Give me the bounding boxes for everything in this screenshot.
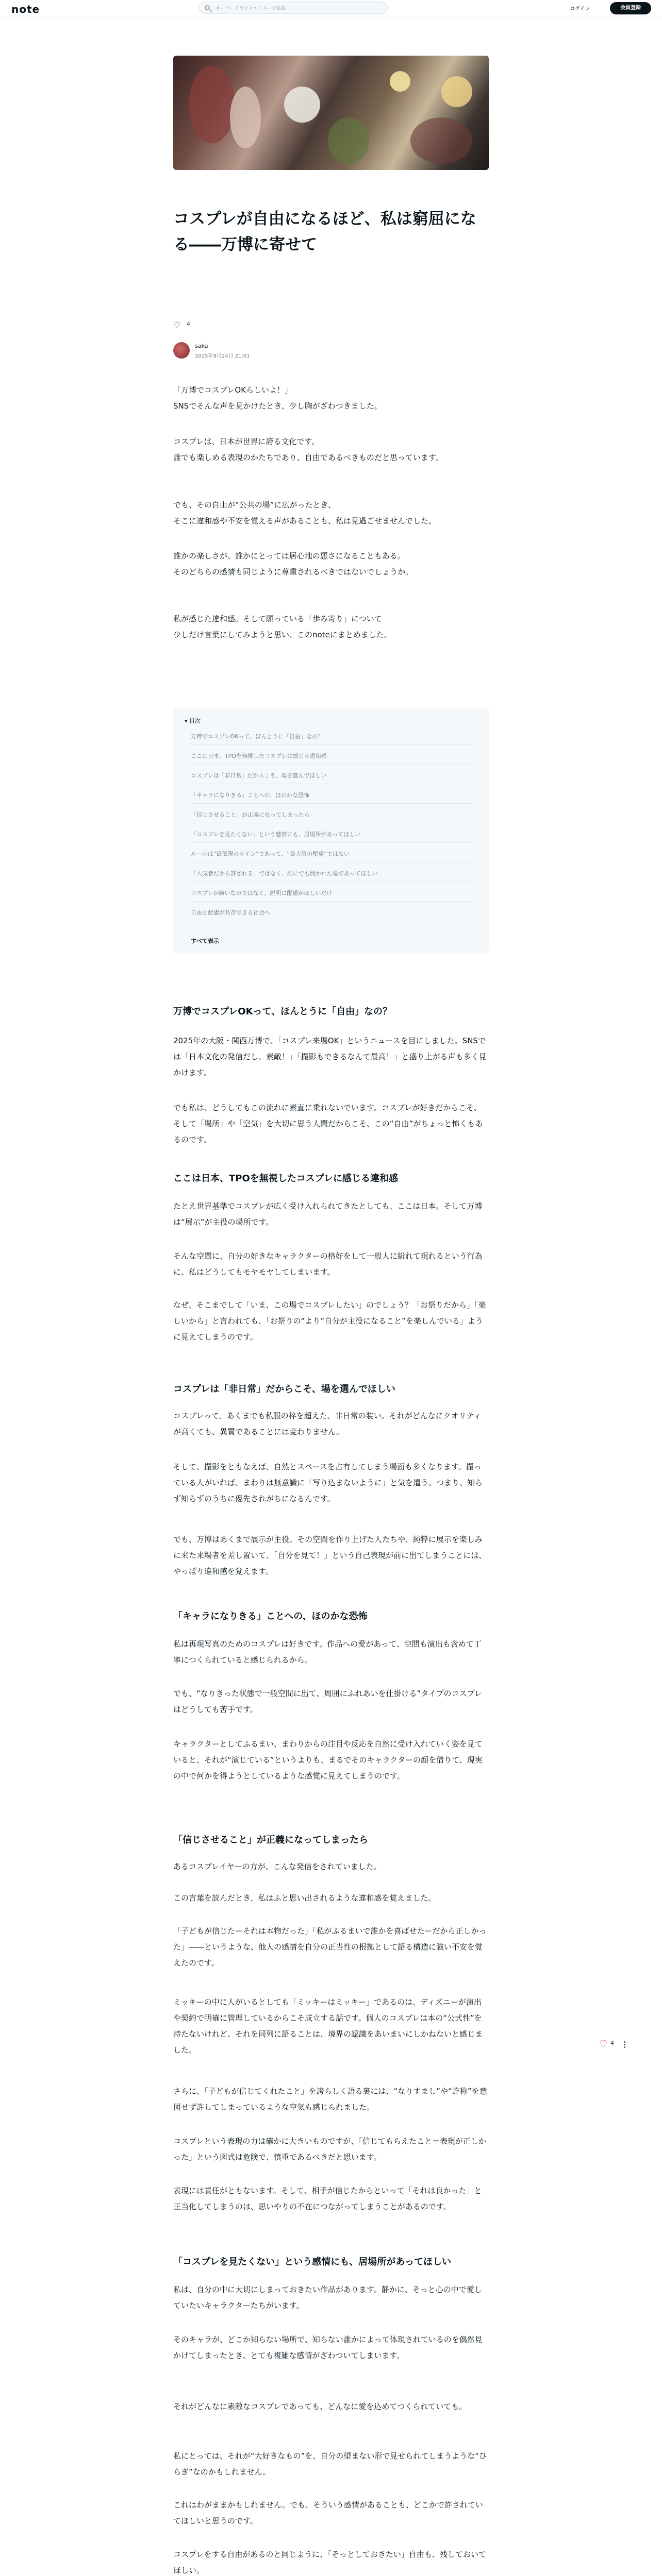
paragraph: そして、撮影をともなえば、自然とスペースを占有してしまう場面も多くなります。撮っている人がいれば、まわりは無意識に「写り込まないように」と気を遣う。つまり、知らず知らずのうちに優先されがちになるんです。 — [173, 1462, 483, 1503]
paragraph: あるコスプレイヤーの方が、こんな発信をされていました。 — [173, 1862, 382, 1871]
toc-item[interactable]: ルールは“最低限のライン”であって、“最大限の配慮”ではない — [191, 850, 474, 862]
publish-date: 2025年9月24日 21:01 — [195, 353, 250, 359]
paragraph: 2025年の大阪・関西万博で、「コスプレ来場OK」というニュースを目にしました。SNSでは「日本文化の発信だし、素敵！」「撮影もできるなんて最高！」と盛り上がる声も多く見かけます。 — [173, 1036, 487, 1077]
paragraph: 私は、自分の中に大切にしまっておきたい作品があります。静かに、そっと心の中で愛していたいキャラクターたちがいます。 — [173, 2285, 482, 2310]
paragraph: この言葉を読んだとき、私はふと思い出されるような違和感を覚えました。 — [173, 1893, 436, 1903]
paragraph: キャラクターとしてふるまい、まわりからの注目や反応を自然に受け入れていく姿を見ていると、それが“演じている”というよりも、まるでそのキャラクターの顔を借りて、現実の中で何かを得ようとしているような感覚に見えてしまうのです。 — [173, 1739, 483, 1781]
paragraph: でも私は、どうしてもこの流れに素直に乗れないでいます。コスプレが好きだからこそ、そして「場所」や「空気」を大切に思う人間だからこそ、この“自由”がちょっと怖くもあるのです。 — [173, 1103, 483, 1144]
intro-line: 誰でも楽しめる表現のかたちであり、自由であるべきものだと思っています。 — [173, 453, 443, 462]
section-heading: 「キャラになりきる」ことへの、ほのかな恐怖 — [173, 1611, 368, 1622]
paragraph: コスプレって、あくまでも私服の枠を超えた、非日常の装い。それがどんなにクオリティが高くても、異質であることには変わりません。 — [173, 1411, 482, 1436]
intro-line: 私が感じた違和感。そして願っている「歩み寄り」について — [173, 614, 382, 623]
article-title: コスプレが自由になるほど、私は窮屈になる――万博に寄せて — [173, 210, 476, 254]
search-input[interactable] — [199, 2, 388, 14]
paragraph: ミッキーの中に人がいるとしても「ミッキーはミッキー」であるのは、ディズニーが演出や契約で明確に管理しているからこそ成立する話です。個人のコスプレは本の“公式性”を持たないけれど、それを同列に語ることは、境界の認識をあいまいにしかねないと感じました。 — [173, 1997, 483, 2055]
author-avatar[interactable] — [173, 342, 190, 359]
section-heading: 「信じさせること」が正義になってしまったら — [173, 1835, 368, 1845]
intro-line: 少しだけ言葉にしてみようと思い、このnoteにまとめました。 — [173, 630, 392, 639]
signup-button[interactable]: 会員登録 — [610, 2, 651, 14]
site-header — [0, 0, 662, 18]
intro-line: そのどちらの感情も同じように尊重されるべきではないでしょうか。 — [173, 567, 413, 577]
toc-item[interactable]: コスプレが嫌いなのではなく、説明に配慮がほしいだけ — [191, 889, 474, 902]
intro-line: コスプレは、日本が世界に誇る文化です。 — [173, 437, 320, 446]
toc-item[interactable]: 「人気者だから許される」ではなく、誰にでも開かれた場であってほしい — [191, 869, 474, 882]
toc-item[interactable]: コスプレは「非日常」だからこそ、場を選んでほしい — [191, 771, 474, 784]
paragraph: コスプレをする自由があるのと同じように、「そっとしておきたい」自由も、残しておいてほしい。 — [173, 2550, 486, 2575]
toc-item[interactable]: 「コスプレを見たくない」という感情にも、居場所があってほしい — [191, 830, 474, 843]
paragraph: 「子どもが信じたーそれは本物だった」「私がふるまいで誰かを喜ばせたーだから正しかった」――というような、他人の感情を自分の正当性の根拠として語る構造に強い不安を覚えたのです。 — [173, 1926, 487, 1968]
paragraph: コスプレという表現の力は確かに大きいものですが、「信じてもらえたこと＝表現が正しかった」という図式は危険で、慎重であるべきだと思います。 — [173, 2137, 486, 2162]
hero-image — [173, 56, 489, 170]
paragraph: でも、万博はあくまで展示が主役。その空間を作り上げた人たちや、純粋に展示を楽しみに来た来場者を差し置いて、「自分を見て！」という自己表現が前に出てしまうことには、やっぱり違和感を覚えます。 — [173, 1535, 487, 1576]
paragraph: そのキャラが、どこか知らない場所で、知らない誰かによって体現されているのを偶然見かけてしまったとき、とても複雑な感情がざわついてしまいます。 — [173, 2335, 483, 2360]
intro-line: でも、その自由が“公共の場”に広がったとき、 — [173, 500, 336, 510]
intro-line: SNSでそんな声を見かけたとき、少し胸がざわつきました。 — [173, 401, 382, 411]
paragraph: これはわがままかもしれません。でも、そういう感情があることも、どこかで許されていてほしいと思うのです。 — [173, 2500, 483, 2526]
paragraph: でも、“なりきった状態で一般空間に出て、周囲にふれあいを仕掛ける”タイプのコスプレはどうしても苦手です。 — [173, 1689, 482, 1714]
paragraph: 私は再現写真のためのコスプレは好きです。作品への愛があって、空間も演出も含めて丁寧につくられていると感じられるから。 — [173, 1639, 482, 1665]
toc-item[interactable]: 「信じさせること」が正義になってしまったら — [191, 810, 474, 823]
like-button-top[interactable] — [173, 320, 204, 329]
toc-item[interactable]: 「キャラになりきる」ことへの、ほのかな恐怖 — [191, 791, 474, 804]
paragraph: たとえ世界基準でコスプレが広く受け入れられてきたとしても、ここは日本。そして万博は“展示”が主役の場所です。 — [173, 1201, 483, 1227]
author-name[interactable]: saku — [195, 343, 208, 349]
toc-show-all-button[interactable]: すべて表示 — [191, 938, 219, 944]
paragraph: それがどんなに素敵なコスプレであっても、どんなに愛を込めてつくられていても。 — [173, 2402, 467, 2411]
intro-line: そこに違和感や不安を覚える声があることも、私は見過ごせませんでした。 — [173, 516, 437, 526]
search-icon — [205, 5, 210, 10]
section-heading: コスプレは「非日常」だからこそ、場を選んでほしい — [173, 1384, 395, 1395]
section-heading: 「コスプレを見たくない」という感情にも、居場所があってほしい — [173, 2257, 452, 2267]
floating-like-count: 4 — [610, 2040, 614, 2046]
toc-item[interactable]: ここは日本、TPOを無視したコスプレに感じる違和感 — [191, 752, 474, 765]
heart-icon — [173, 322, 180, 329]
login-link[interactable]: ログイン — [570, 6, 590, 12]
section-heading: 万博でコスプレOKって、ほんとうに「自由」なの？ — [173, 1006, 392, 1017]
heart-icon — [599, 2041, 606, 2048]
paragraph: 表現には責任がともないます。そして、相手が信じたからといって「それは良かった」と正当化してしまうのは、思いやりの不在につながってしまうことがあるのです。 — [173, 2186, 482, 2211]
like-count: 4 — [187, 320, 190, 327]
toc-item[interactable]: 万博でコスプレOKって、ほんとうに「自由」なの？ — [191, 732, 474, 745]
paragraph: なぜ、そこまでして「いま、この場でコスプレしたい」のでしょう？「お祭りだから」「楽しいから」と言われても、「お祭りの“より”自分が主役になること”を楽しんでいる」ように見えてしまうのです。 — [173, 1300, 486, 1342]
paragraph: さらに、「子どもが信じてくれたこと」を誇らしく語る裏には、“なりすまし”や“詐称”を意図せず許してしまっているような空気も感じられました。 — [173, 2087, 487, 2112]
toc-item[interactable]: 自由と配慮が共存できる社会へ — [191, 908, 474, 921]
note-logo[interactable]: note — [11, 3, 40, 15]
toc-heading[interactable]: ▾ 目次 — [185, 718, 201, 724]
section-heading: ここは日本、TPOを無視したコスプレに感じる違和感 — [173, 1173, 399, 1184]
more-options-icon[interactable] — [624, 2041, 626, 2048]
search-placeholder: キーワードやクリエイターで検索 — [216, 6, 286, 11]
paragraph: 私にとっては、それが“大好きなもの”を、自分の望まない形で見せられてしまうような“ひらぎ”なのかもしれません。 — [173, 2451, 487, 2477]
table-of-contents — [173, 707, 489, 954]
paragraph: そんな空間に、自分の好きなキャラクターの格好をして一般人に紛れて現れるという行為に、私はどうしてもモヤモヤしてしまいます。 — [173, 1251, 483, 1277]
intro-line: 「万博でコスプレOKらしいよ！」 — [173, 385, 293, 395]
intro-line: 誰かの楽しさが、誰かにとっては居心地の悪さになることもある。 — [173, 551, 405, 561]
